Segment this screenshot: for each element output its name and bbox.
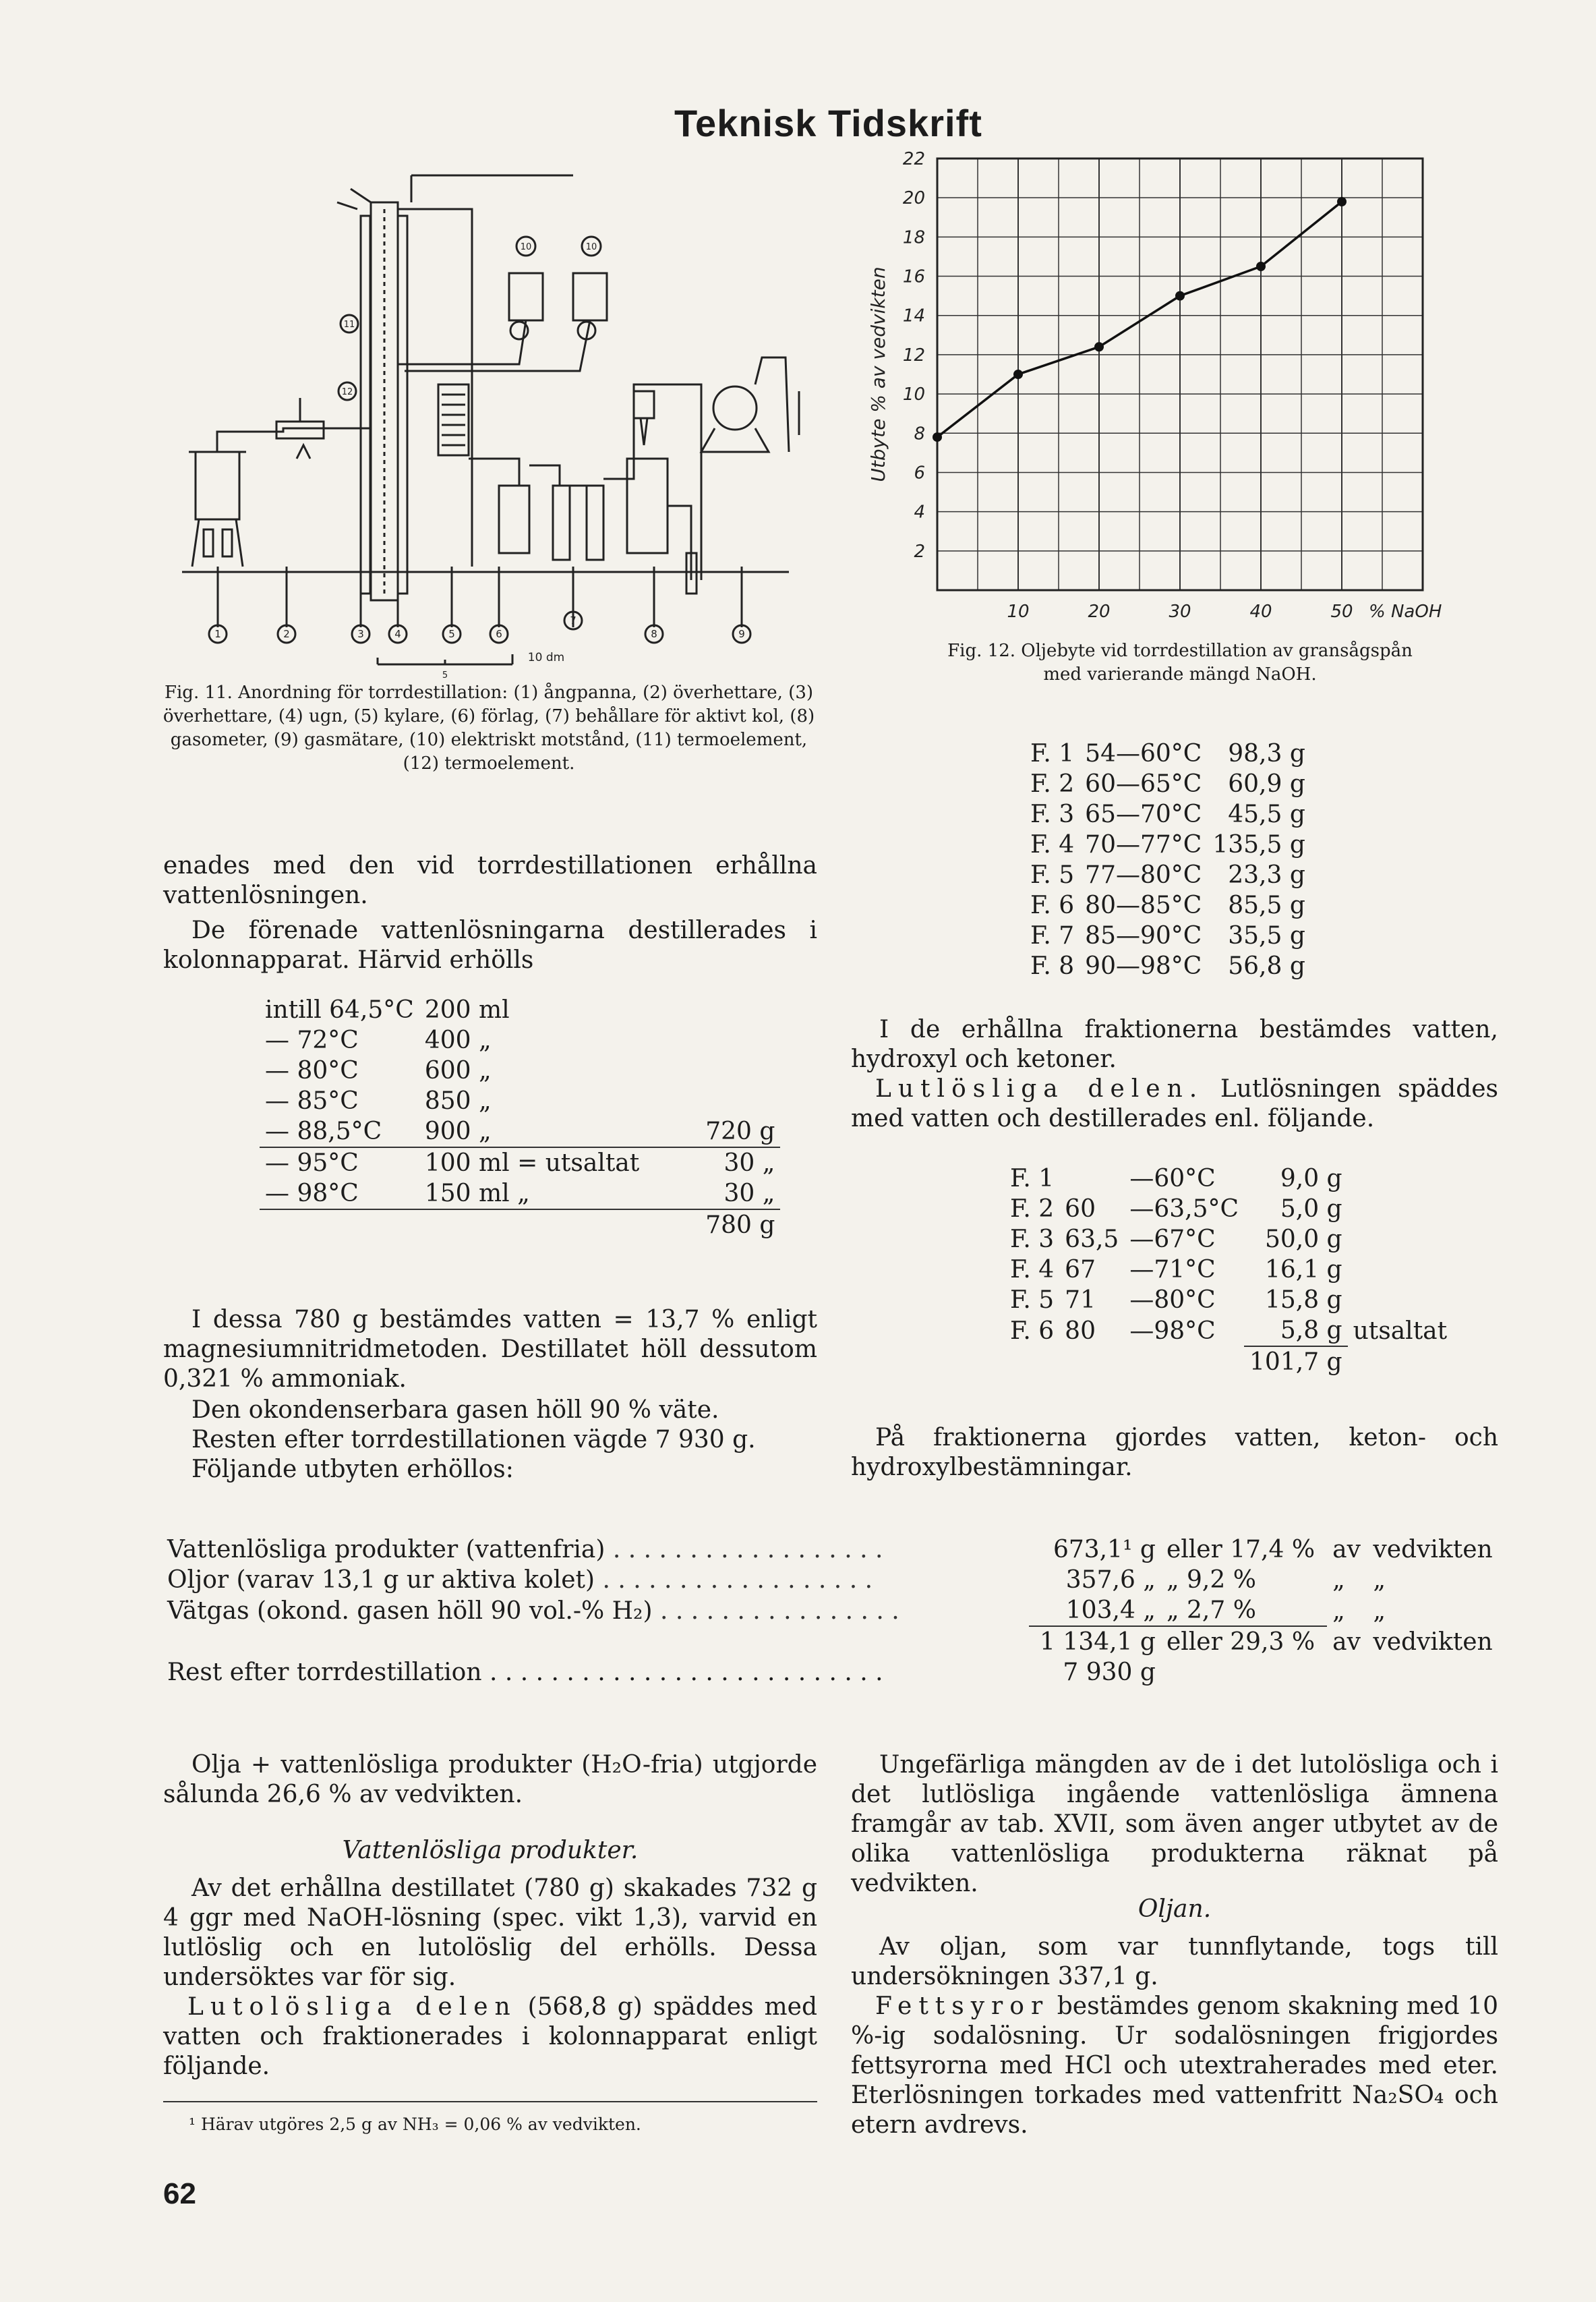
fig11-caption: Fig. 11. Anordning för torrdestillation: (1) ångpanna, (2) överhettare, (3) överhettare, (4) ugn, (5) kylare, (6) förlag, (7) behållare för aktivt kol, (8) gasometer, (9) gasmätare, (10) elektriskt motstånd, (11) termoelement, (12) termoelement. — [162, 683, 815, 774]
table-cell: 80 — [1065, 1317, 1096, 1345]
data-point — [1013, 370, 1023, 379]
y-tick-label: 16 — [902, 266, 925, 287]
table-cell: 70—77°C — [1085, 831, 1202, 859]
bottom-right-paragraph-3 — [851, 1992, 1498, 2140]
table-cell: „ — [1373, 1596, 1386, 1625]
table-cell: —71°C — [1129, 1256, 1216, 1284]
spaced-heading: Lutolösliga delen — [187, 1993, 517, 2021]
leader-dots: . . . . . . . . . . . . . . . . . . — [595, 1566, 873, 1594]
footnote: ¹ Härav utgöres 2,5 g av NH₃ = 0,06 % av vedvikten. — [189, 2114, 641, 2134]
fig11-marker: 5 — [448, 628, 455, 640]
table-cell: 850 „ — [424, 1087, 492, 1115]
table-cell: F. 8 — [1030, 952, 1075, 980]
table-cell: F. 3 — [1030, 801, 1075, 828]
table-row — [162, 1565, 1504, 1595]
table-cell: 100 ml = utsaltat — [424, 1149, 640, 1177]
bottom-right-paragraph-1: Ungefärliga mängden av de i det lutolösliga och i det lutlösliga ingående vattenlösliga ämnena framgår av tab. XVII, som även anger utbytet av de olika vattenlösliga produkterna räknat på vedvikten. — [851, 1751, 1498, 1897]
table-cell: 357,6 „ — [1065, 1566, 1156, 1594]
fig12-caption: Fig. 12. Oljebyte vid torrdestillation av gransågspån med varierande mängd NaOH. — [947, 641, 1413, 685]
table-cell: 600 „ — [424, 1057, 492, 1085]
fig11-marker: 1 — [214, 628, 221, 640]
table-cell — [645, 1056, 780, 1086]
table-cell: 35,5 g — [1228, 922, 1305, 950]
rest-row — [162, 1657, 1504, 1688]
table-row — [162, 1534, 1504, 1565]
table-cell: „ 9,2 % — [1166, 1566, 1256, 1594]
y-tick-label: 10 — [902, 384, 925, 405]
fig11-inner-label: 11 — [343, 320, 355, 330]
table-cell: 63,5 — [1065, 1226, 1119, 1253]
table-cell: F. 5 — [1010, 1286, 1055, 1314]
table-cell: „ — [1373, 1566, 1386, 1594]
fig11-marker: 9 — [738, 628, 745, 640]
table-cell: F. 6 — [1030, 892, 1075, 919]
leader-dots: . . . . . . . . . . . . . . . . — [652, 1596, 899, 1625]
table-row — [260, 1147, 780, 1178]
table-cell: eller 17,4 % — [1166, 1536, 1316, 1563]
row-label: Rest efter torrdestillation — [167, 1659, 482, 1686]
bottom-right-paragraph-2: Av oljan, som var tunnflytande, togs till undersökningen 337,1 g. — [851, 1933, 1498, 1990]
table-cell: —98°C — [1129, 1317, 1216, 1345]
table-cell: 98,3 g — [1228, 740, 1305, 768]
table-cell — [1348, 1255, 1453, 1285]
row-label: Oljor (varav 13,1 g ur aktiva kolet) — [167, 1566, 595, 1594]
y-tick-label: 2 — [914, 541, 925, 562]
table-row — [1005, 1163, 1452, 1194]
table-row — [260, 995, 780, 1025]
table-cell: 101,7 g — [1249, 1348, 1342, 1376]
fig11-inner-label: 10 — [585, 242, 597, 252]
table-row — [1005, 1255, 1452, 1285]
table-cell — [162, 1657, 1029, 1688]
right-paragraph-1: I de erhållna fraktionerna bestämdes vatten, hydroxyl och ketoner. — [851, 1016, 1498, 1073]
table-cell — [645, 1086, 780, 1116]
table-row — [1025, 890, 1311, 921]
table-cell: F. 4 — [1030, 831, 1075, 859]
left-paragraph-3: I dessa 780 g bestämdes vatten = 13,7 % enligt magnesiumnitridmetoden. Destillatet höll dessutom 0,321 % ammoniak. — [163, 1306, 817, 1393]
table-cell: — 85°C — [265, 1087, 359, 1115]
fig11-marker: 4 — [394, 628, 401, 640]
bottom-left-paragraph-1: Olja + vattenlösliga produkter (H₂O-fria) utgjorde sålunda 26,6 % av vedvikten. — [163, 1751, 817, 1808]
data-point — [1337, 197, 1347, 206]
total-row — [1005, 1346, 1452, 1377]
left-paragraph-2: De förenade vattenlösningarna destillerades i kolonnapparat. Härvid erhölls — [163, 917, 817, 974]
right-paragraph-3: På fraktionerna gjordes vatten, keton- och hydroxylbestämningar. — [851, 1424, 1498, 1481]
table-cell: F. 1 — [1010, 1165, 1055, 1192]
table-cell: vedvikten — [1373, 1536, 1493, 1563]
fig11-apparatus-drawing — [169, 162, 816, 681]
masthead: Teknisk Tidskrift — [674, 102, 982, 144]
table-cell: F. 4 — [1010, 1256, 1055, 1284]
table-cell: 67 — [1065, 1256, 1096, 1284]
spaced-heading: Fettsyror — [875, 1992, 1050, 2020]
x-tick-label: 50 — [1330, 602, 1353, 622]
table-cell: — 98°C — [260, 1178, 419, 1209]
table-cell: F. 2 — [1030, 770, 1075, 798]
table-cell: —60°C — [1129, 1165, 1216, 1192]
bottom-left-paragraph-3-text: (568,8 g) späddes med vatten och fraktionerades i kolonnapparat enligt följande. — [163, 1993, 817, 2080]
table-cell — [419, 1209, 645, 1240]
table-row — [1025, 769, 1311, 799]
table-cell: F. 6 — [1010, 1317, 1055, 1345]
row-label: Vätgas (okond. gasen höll 90 vol.-% H₂) — [167, 1596, 653, 1625]
table-cell — [1059, 1163, 1124, 1194]
table-cell: 60 — [1065, 1195, 1096, 1223]
left-paragraph-4: Den okondenserbara gasen höll 90 % väte. — [191, 1396, 719, 1424]
y-tick-label: 8 — [914, 424, 925, 444]
row-label: Vattenlösliga produkter (vattenfria) — [167, 1536, 605, 1563]
table-cell: 60,9 g — [1228, 770, 1305, 798]
table-cell: —80°C — [1129, 1286, 1216, 1314]
table-cell: vedvikten — [1373, 1628, 1493, 1656]
table-cell — [162, 1565, 1029, 1595]
table-cell: 9,0 g — [1280, 1165, 1342, 1192]
right-paragraph-2-text: Lutlösningen späddes med vatten och destillerades enl. följande. — [851, 1075, 1498, 1132]
table-row — [260, 1178, 780, 1209]
table-cell: 71 — [1065, 1286, 1096, 1314]
table-cell: 200 ml — [424, 996, 510, 1024]
table-cell: 65—70°C — [1085, 801, 1202, 828]
table-cell: 45,5 g — [1228, 801, 1305, 828]
table-cell: 15,8 g — [1264, 1286, 1342, 1314]
table-cell: 80—85°C — [1085, 892, 1202, 919]
table-cell: 103,4 „ — [1029, 1595, 1161, 1626]
table-cell: 54—60°C — [1085, 740, 1202, 768]
left-paragraph-1: enades med den vid torrdestillationen erhållna vattenlösningen. — [163, 852, 817, 909]
x-tick-label: 40 — [1249, 602, 1272, 622]
table-cell: 90—98°C — [1085, 952, 1202, 980]
data-point — [1094, 342, 1104, 351]
table-cell: 150 ml „ — [419, 1178, 645, 1209]
table-row — [1005, 1315, 1452, 1346]
table-cell: 23,3 g — [1228, 861, 1305, 889]
table-cell: 56,8 g — [1228, 952, 1305, 980]
table-row — [260, 1086, 780, 1116]
table-row — [1025, 951, 1311, 981]
table-cell — [162, 1534, 1029, 1565]
table-row — [260, 1025, 780, 1056]
table-row — [1025, 860, 1311, 890]
x-tick-label: 30 — [1169, 602, 1191, 622]
x-tick-label: 10 — [1007, 602, 1030, 622]
leader-dots: . . . . . . . . . . . . . . . . . . — [605, 1536, 883, 1563]
table-cell: 1 134,1 g — [1040, 1628, 1156, 1656]
y-tick-label: 6 — [914, 463, 925, 484]
y-tick-label: 12 — [902, 345, 925, 366]
table-row — [260, 1116, 780, 1147]
y-tick-label: 4 — [914, 502, 925, 523]
table-row — [1005, 1194, 1452, 1224]
data-point — [1175, 291, 1185, 301]
table-cell: 30 „ — [645, 1178, 780, 1209]
bottom-left-heading: Vattenlösliga produkter. — [342, 1837, 639, 1864]
y-axis-label: Utbyte % av vedvikten — [867, 266, 889, 482]
fig11-inner-label: 10 — [520, 242, 532, 252]
fig11-marker: 7 — [570, 614, 577, 627]
table-cell: 16,1 g — [1264, 1256, 1342, 1284]
table-cell: 900 „ — [419, 1116, 645, 1147]
table-row — [1025, 739, 1311, 769]
fig11-inner-label: 12 — [341, 387, 353, 397]
table-cell — [645, 1025, 780, 1056]
table-cell — [260, 1209, 419, 1240]
page-number: 62 — [163, 2177, 196, 2210]
table-cell: — 95°C — [265, 1149, 359, 1177]
table-cell — [1348, 1163, 1453, 1194]
distillation-table — [260, 995, 780, 1240]
table-cell: 400 „ — [424, 1027, 492, 1054]
left-paragraph-6: Följande utbyten erhöllos: — [191, 1456, 514, 1483]
table-cell — [645, 995, 780, 1025]
data-point — [1256, 262, 1266, 271]
bottom-left-paragraph-3 — [163, 1992, 817, 2081]
table-cell — [162, 1595, 1029, 1626]
table-cell: —63,5°C — [1129, 1195, 1239, 1223]
table-row — [162, 1595, 1504, 1626]
table-cell: intill 64,5°C — [265, 996, 414, 1024]
table-cell: 720 g — [645, 1116, 780, 1147]
table-cell: 85,5 g — [1228, 892, 1305, 919]
table-cell: 5,0 g — [1280, 1195, 1342, 1223]
table-cell: „ — [1332, 1566, 1345, 1594]
right-paragraph-2 — [851, 1074, 1498, 1134]
table-cell: eller 29,3 % — [1166, 1628, 1316, 1656]
fig12-chart — [850, 148, 1450, 634]
table-cell: F. 7 — [1030, 922, 1075, 950]
table-cell — [1348, 1285, 1453, 1315]
fig11-marker: 2 — [283, 628, 290, 640]
y-tick-label: 14 — [902, 306, 925, 326]
table-cell: —67°C — [1129, 1226, 1216, 1253]
table-row — [1005, 1285, 1452, 1315]
bottom-left-paragraph-2: Av det erhållna destillatet (780 g) skakades 732 g 4 ggr med NaOH-lösning (spec. vikt 1,3), varvid en lutlöslig och en lutolöslig del erhölls. Dessa undersöktes var för sig. — [163, 1874, 817, 1991]
table-cell: „ 2,7 % — [1161, 1595, 1327, 1626]
table-cell: — 80°C — [265, 1057, 359, 1085]
table-cell: av — [1332, 1628, 1361, 1656]
table-cell: — 72°C — [265, 1027, 359, 1054]
footnote-rule — [163, 2101, 817, 2102]
table-cell — [1348, 1224, 1453, 1255]
y-tick-label: 18 — [902, 227, 925, 248]
table-cell: 50,0 g — [1264, 1226, 1342, 1253]
table-cell: 77—80°C — [1085, 861, 1202, 889]
table-cell: 7 930 g — [1063, 1659, 1156, 1686]
y-tick-label: 20 — [902, 188, 925, 209]
leader-dots: . . . . . . . . . . . . . . . . . . . . . . . . . . — [481, 1659, 883, 1686]
x-axis-label: % NaOH — [1369, 602, 1442, 622]
fig11-marker: 6 — [496, 628, 502, 640]
table-cell: 60—65°C — [1085, 770, 1202, 798]
fractions-table-1 — [1025, 739, 1311, 981]
yield-table — [162, 1534, 1504, 1688]
x-tick-label: 20 — [1088, 602, 1111, 622]
table-cell: 30 „ — [723, 1149, 775, 1177]
table-cell: av — [1332, 1536, 1361, 1563]
bottom-right-paragraph-3-text: bestämdes genom skakning med 10 %-ig sodalösning. Ur sodalösningen frigjordes fettsyrorna med HCl och utextraherades med eter. Eterlösningen torkades med vattenfritt Na₂SO₄ och etern avdrevs. — [851, 1992, 1498, 2139]
table-row — [1025, 921, 1311, 951]
fig11-marker: 3 — [357, 628, 364, 640]
table-row — [1025, 799, 1311, 830]
table-cell: 135,5 g — [1212, 831, 1305, 859]
bottom-right-heading: Oljan. — [1137, 1895, 1212, 1923]
table-cell: „ — [1332, 1596, 1345, 1625]
table-cell: — 88,5°C — [260, 1116, 419, 1147]
table-cell — [1348, 1194, 1453, 1224]
table-cell: F. 1 — [1030, 740, 1075, 768]
fig11-scale-mid: 5 — [442, 670, 448, 681]
table-cell: utsaltat — [1353, 1317, 1448, 1345]
table-cell: F. 5 — [1030, 861, 1075, 889]
fig11-scale-label: 10 dm — [527, 651, 565, 664]
left-paragraph-5: Resten efter torrdestillationen vägde 7 930 g. — [191, 1426, 756, 1454]
y-tick-label: 22 — [902, 149, 925, 169]
table-row — [1025, 830, 1311, 860]
table-cell: 85—90°C — [1085, 922, 1202, 950]
data-point — [933, 432, 942, 442]
total-row — [162, 1626, 1504, 1657]
table-cell: 780 g — [705, 1211, 775, 1239]
table-cell: 673,1¹ g — [1053, 1536, 1156, 1563]
table-row — [260, 1209, 780, 1240]
spaced-heading: Lutlösliga delen. — [875, 1075, 1204, 1103]
table-row — [1005, 1224, 1452, 1255]
fractions-table-2 — [1005, 1163, 1452, 1377]
table-cell: F. 2 — [1010, 1195, 1055, 1223]
table-row — [260, 1056, 780, 1086]
fig11-marker: 8 — [651, 628, 657, 640]
table-cell: F. 3 — [1010, 1226, 1055, 1253]
table-cell: 5,8 g — [1244, 1315, 1348, 1346]
